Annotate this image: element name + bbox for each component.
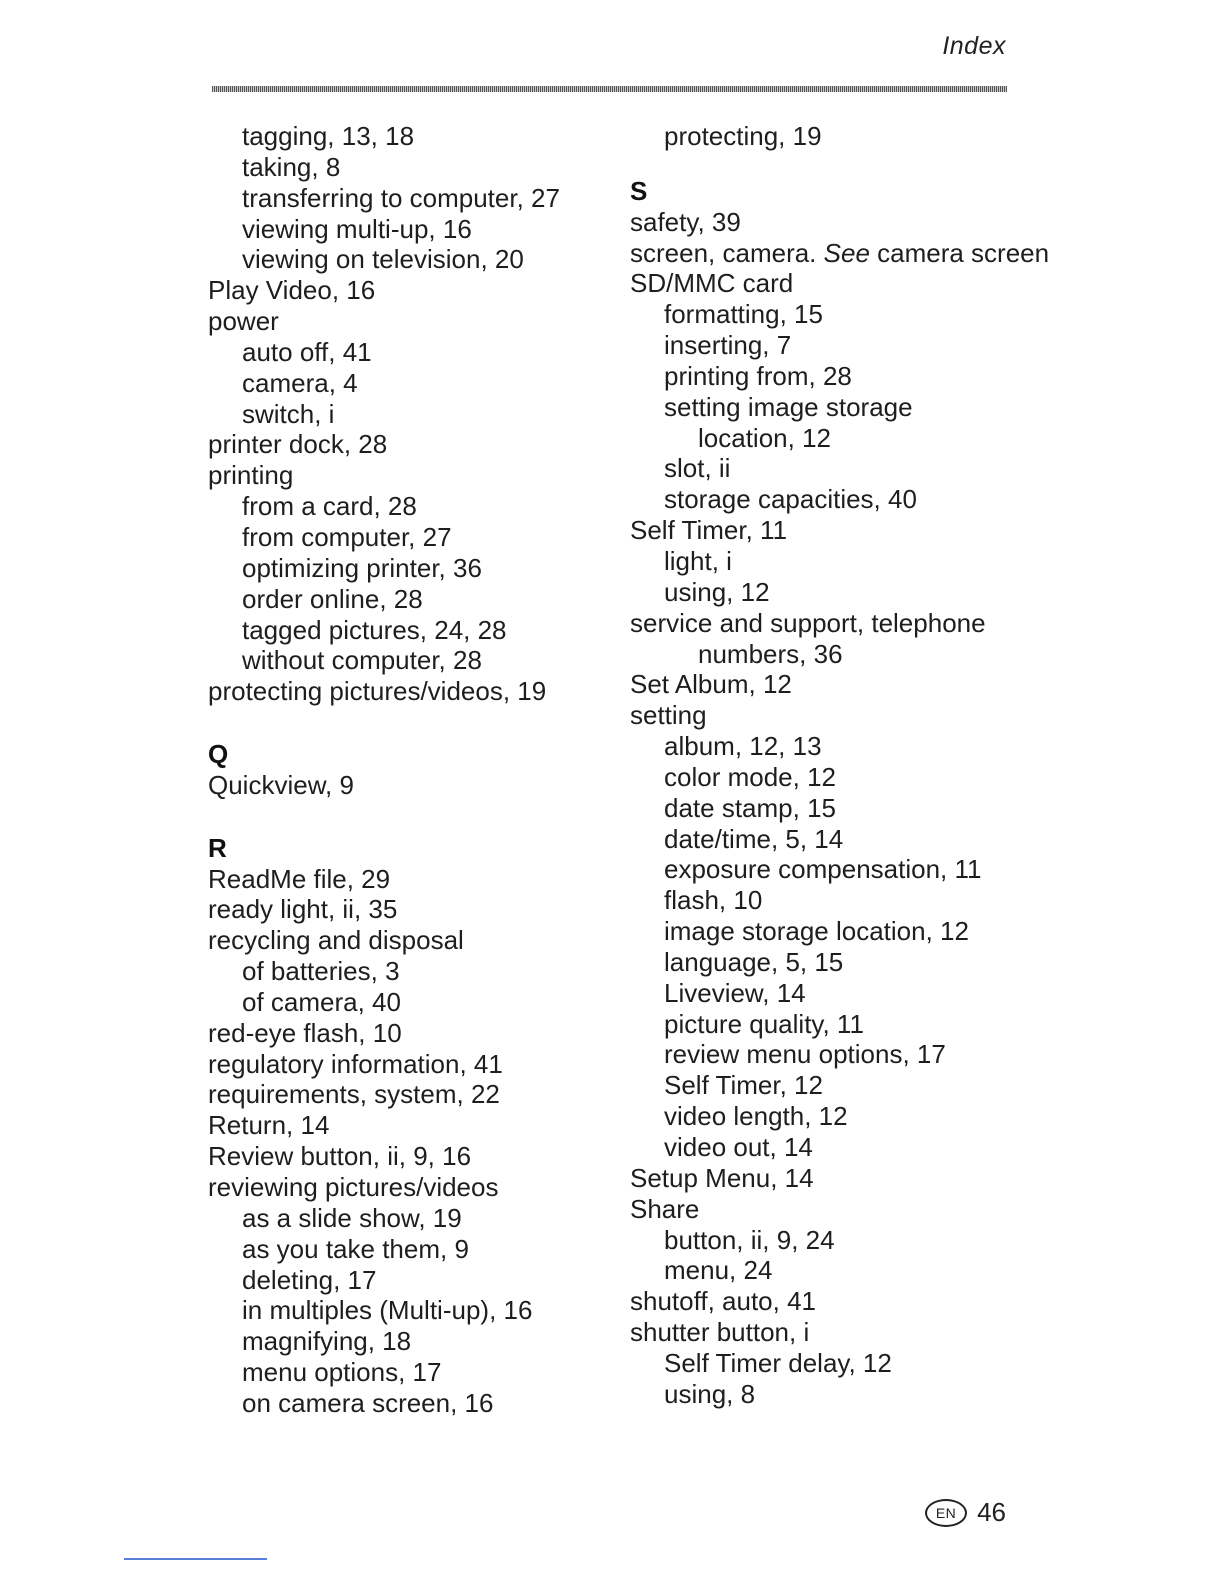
index-subentry: deleting, 17 xyxy=(242,1264,377,1295)
index-subentry: taking, 8 xyxy=(242,151,341,182)
index-entry: regulatory information, 41 xyxy=(208,1048,503,1079)
page-number: 46 xyxy=(977,1497,1006,1527)
index-entry: protecting pictures/videos, 19 xyxy=(208,676,547,707)
index-subentry: exposure compensation, 11 xyxy=(664,854,982,885)
index-subentry: storage capacities, 40 xyxy=(664,484,917,515)
index-entry: ready light, ii, 35 xyxy=(208,894,398,925)
see-reference: See xyxy=(823,237,870,268)
index-subentry: optimizing printer, 36 xyxy=(242,552,482,583)
index-subentry: flash, 10 xyxy=(664,885,763,916)
index-entry: Share xyxy=(630,1193,700,1224)
index-subentry: date/time, 5, 14 xyxy=(664,823,844,854)
index-subentry: viewing multi-up, 16 xyxy=(242,213,472,244)
index-subentry: menu options, 17 xyxy=(242,1357,442,1388)
index-entry: reviewing pictures/videos xyxy=(208,1172,499,1202)
index-subentry: in multiples (Multi-up), 16 xyxy=(242,1295,533,1326)
index-entry-text: screen, camera. xyxy=(630,237,824,268)
index-subentry: color mode, 12 xyxy=(664,761,836,792)
index-subentry: Liveview, 14 xyxy=(664,977,806,1008)
index-subentry: numbers, 36 xyxy=(698,638,843,669)
index-subentry: review menu options, 17 xyxy=(664,1039,946,1070)
index-subentry: light, i xyxy=(664,545,732,576)
index-subentry: from computer, 27 xyxy=(242,521,452,552)
index-entry: recycling and disposal xyxy=(208,925,464,956)
index-subentry: album, 12, 13 xyxy=(664,731,822,762)
index-subentry: tagged pictures, 24, 28 xyxy=(242,614,507,645)
index-entry: shutoff, auto, 41 xyxy=(630,1286,816,1317)
index-subentry: without computer, 28 xyxy=(242,645,482,676)
index-entry: Set Album, 12 xyxy=(630,669,792,700)
index-subentry: viewing on television, 20 xyxy=(242,244,524,275)
index-subentry: inserting, 7 xyxy=(664,330,792,361)
index-subentry: button, ii, 9, 24 xyxy=(664,1224,835,1255)
index-entry: safety, 39 xyxy=(630,206,741,237)
index-subentry: Self Timer, 12 xyxy=(664,1070,823,1101)
index-entry: Setup Menu, 14 xyxy=(630,1162,814,1193)
index-subentry: tagging, 13, 18 xyxy=(242,121,415,151)
index-subentry: date stamp, 15 xyxy=(664,792,836,823)
index-subentry: of camera, 40 xyxy=(242,986,401,1017)
index-subentry: image storage location, 12 xyxy=(664,916,969,947)
index-entry: requirements, system, 22 xyxy=(208,1079,500,1110)
index-column-left xyxy=(208,121,618,1419)
index-column-right xyxy=(630,121,1050,1410)
index-subentry: slot, ii xyxy=(664,453,731,484)
index-entry: shutter button, i xyxy=(630,1317,810,1348)
see-target: camera screen xyxy=(869,237,1050,268)
index-subentry: transferring to computer, 27 xyxy=(242,182,560,213)
index-subentry: printing from, 28 xyxy=(664,360,852,391)
index-subentry: formatting, 15 xyxy=(664,299,823,330)
index-entry: Quickview, 9 xyxy=(208,769,354,800)
index-entry: Self Timer, 11 xyxy=(630,515,788,546)
index-entry: ReadMe file, 29 xyxy=(208,863,391,894)
index-section-letter: Q xyxy=(208,739,229,770)
index-entry: red-eye flash, 10 xyxy=(208,1017,402,1048)
index-entry: Return, 14 xyxy=(208,1110,330,1141)
page-footer xyxy=(925,1497,1006,1528)
index-entry: setting xyxy=(630,700,707,731)
index-subentry: menu, 24 xyxy=(664,1255,773,1286)
index-subentry: location, 12 xyxy=(698,422,831,453)
index-subentry: order online, 28 xyxy=(242,583,423,614)
index-subentry: camera, 4 xyxy=(242,367,358,398)
index-entry: Review button, ii, 9, 16 xyxy=(208,1141,472,1172)
index-subentry: on camera screen, 16 xyxy=(242,1387,494,1418)
index-subentry: using, 8 xyxy=(664,1378,756,1409)
scan-edge-line xyxy=(124,1558,267,1560)
index-subentry: as you take them, 9 xyxy=(242,1233,469,1264)
index-section-letter: R xyxy=(208,832,227,863)
index-entry xyxy=(630,238,1050,269)
index-subentry: Self Timer delay, 12 xyxy=(664,1347,892,1378)
index-section-letter: S xyxy=(630,175,648,206)
index-entry: printing xyxy=(208,460,294,491)
index-entry: printer dock, 28 xyxy=(208,429,388,460)
header-rule xyxy=(212,86,1007,92)
index-subentry: switch, i xyxy=(242,398,335,429)
index-entry: Play Video, 16 xyxy=(208,275,376,306)
index-subentry: video length, 12 xyxy=(664,1101,848,1132)
index-entry: service and support, telephone xyxy=(630,607,986,638)
index-subentry: language, 5, 15 xyxy=(664,946,844,977)
index-subentry: from a card, 28 xyxy=(242,491,417,522)
index-subentry: video out, 14 xyxy=(664,1132,813,1162)
index-entry: SD/MMC card xyxy=(630,268,794,299)
index-subentry: picture quality, 11 xyxy=(664,1008,864,1039)
index-subentry: setting image storage xyxy=(664,391,913,422)
running-header-title: Index xyxy=(942,32,1006,60)
index-subentry: as a slide show, 19 xyxy=(242,1202,462,1233)
index-entry: power xyxy=(208,306,279,337)
index-subentry: magnifying, 18 xyxy=(242,1326,412,1357)
index-subentry: using, 12 xyxy=(664,576,770,607)
index-subentry: protecting, 19 xyxy=(664,121,822,151)
index-subentry: auto off, 41 xyxy=(242,336,372,367)
index-subentry: of batteries, 3 xyxy=(242,956,400,987)
language-badge-icon: EN xyxy=(925,1499,967,1527)
